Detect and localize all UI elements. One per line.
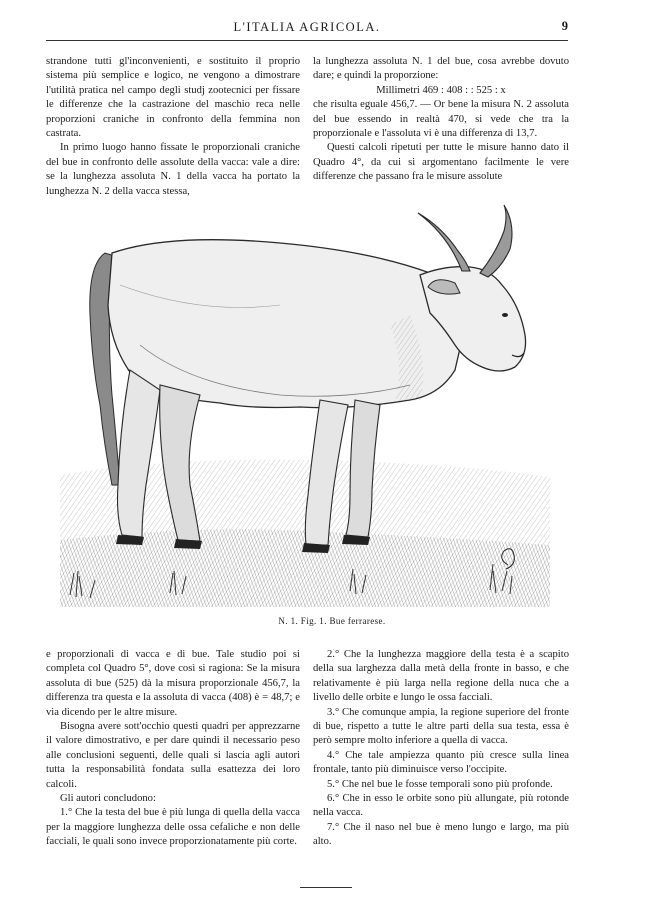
paragraph: Questi calcoli ripetuti per tutte le misure hanno dato il Quadro 4°, da cui si argomentano facilmente le vere differenze che passano fra le misure assolute	[313, 142, 569, 183]
paragraph: In primo luogo hanno fissate le proporzionali craniche del bue in confronto delle assolute della vacca: vale a dire: se la lunghezza assoluta N. 1 della vacca ha portato la lunghezza N. 2 della vacca stessa,	[46, 142, 300, 197]
paragraph: 3.° Che comunque ampia, la regione superiore del fronte di bue, rispetto a tutte le altre parti della sua testa, essa è però sempre molto inferiore a quella di vacca.	[313, 706, 569, 747]
page-number: 9	[561, 19, 568, 33]
paragraph: che risulta eguale 456,7. — Or bene la misura N. 2 assoluta del bue essendo in realtà 470, si vede che tra la proporzionale e l'assoluta vi è una differenza di 13,7.	[313, 99, 569, 140]
footer-rule	[300, 887, 352, 888]
proportion-formula: Millimetri 469 : 408 : : 525 : x	[376, 84, 506, 96]
paragraph: 1.° Che la testa del bue è più lunga di quella della vacca per la maggiore lunghezza delle ossa cefaliche e non delle facciali, le quali sono invece proporzionatamente più corte.	[46, 807, 300, 848]
column-bottom-left	[46, 648, 300, 850]
ox-engraving	[50, 195, 560, 615]
paragraph: e proporzionali di vacca e di bue. Tale studio poi si completa col Quadro 5°, dove così si ragiona: Se la misura assoluta di bue (525) dà la misura proporzionale 456,7, la differenza tra questa e la assoluta di vacca (408) è = 48,7; e via dicendo per le altre misure.	[46, 649, 300, 718]
paragraph: 2.° Che la lunghezza maggiore della testa è a scapito della sua larghezza dalla metà della fronte in basso, e che relativamente è più larga nella regione della nuca che a livello delle orbite e lungo le ossa facciali.	[313, 649, 569, 704]
column-top-right	[313, 55, 569, 185]
paragraph: 4.° Che tale ampiezza quanto più cresce sulla linea frontale, tanto più diminuisce verso l'occipite.	[313, 749, 569, 776]
paragraph: Bisogna avere sott'occhio questi quadri per apprezzarne il valore dimostrativo, e per dare quindi il necessario peso alle conclusioni seguenti, delle quali si lascia agli autori tutta la responsabilità fondata sulla esattezza dei loro calcoli.	[46, 721, 300, 790]
paragraph: la lunghezza assoluta N. 1 del bue, cosa avrebbe dovuto dare; e quindi la proporzione:	[313, 56, 569, 82]
running-title: L'ITALIA AGRICOLA.	[233, 20, 381, 34]
paragraph: 7.° Che il naso nel bue è meno lungo e largo, ma più alto.	[313, 821, 569, 848]
column-bottom-right	[313, 648, 569, 850]
paragraph: strandone tutti gl'inconvenienti, e sostituito il proprio sistema più semplice e logico, ne vengono a dimostrare l'utilità pratica nel campo degli studj zootecnici per fissare le differenze che la castrazione del maschio reca nelle proporzioni craniche in confronto della femmina non castrata.	[46, 56, 300, 140]
paragraph: 6.° Che in esso le orbite sono più allungate, più rotonde nella vacca.	[313, 793, 569, 819]
paragraph: 5.° Che nel bue le fosse temporali sono più profonde.	[327, 778, 553, 790]
page-header	[46, 18, 568, 41]
column-top-left	[46, 55, 300, 199]
figure-caption: N. 1. Fig. 1. Bue ferrarese.	[278, 616, 386, 626]
paragraph: Gli autori concludono:	[60, 793, 156, 805]
